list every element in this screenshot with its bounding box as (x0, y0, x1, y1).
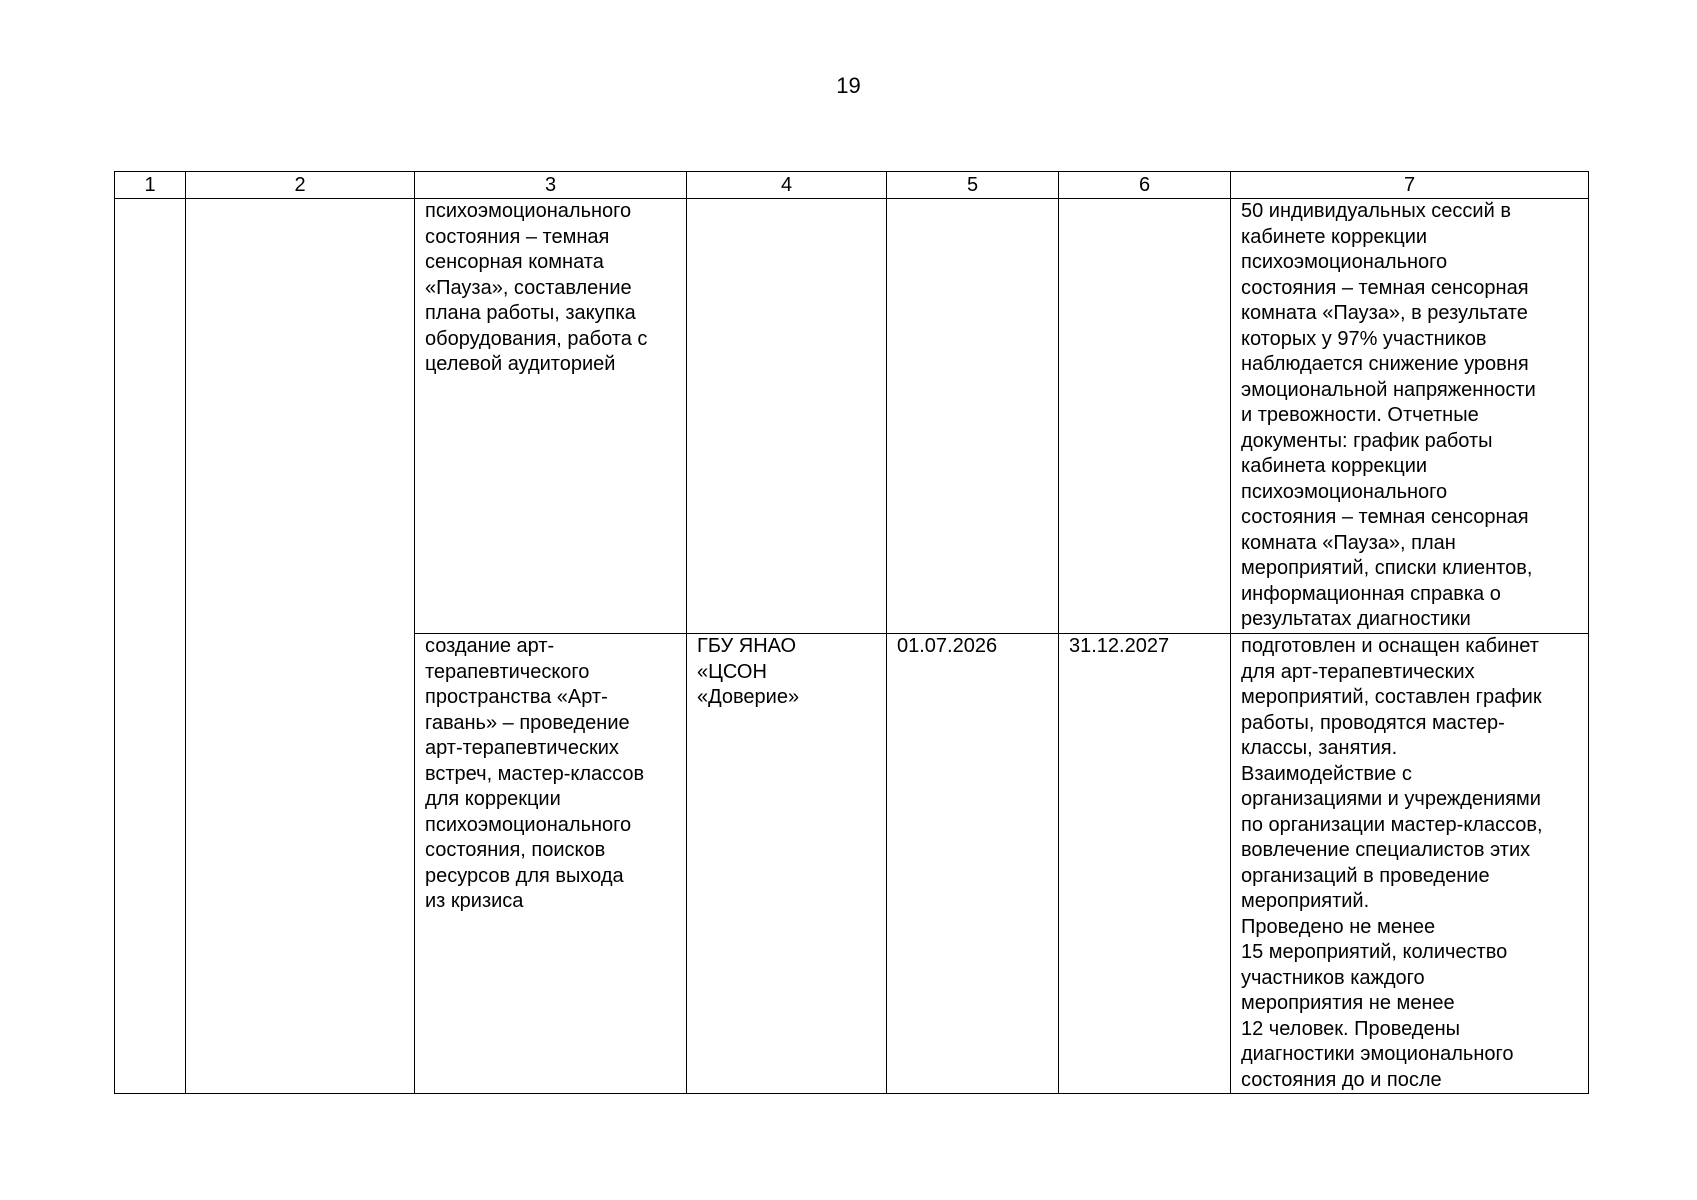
column-header-4: 4 (687, 172, 887, 199)
column-header-1: 1 (115, 172, 186, 199)
cell-executor (687, 634, 887, 1094)
cell-col2 (186, 199, 415, 1094)
column-header-2: 2 (186, 172, 415, 199)
cell-col1 (115, 199, 186, 1094)
start-date-text: 01.07.2026 (897, 635, 998, 657)
result-text: 50 индивидуальных сессий в кабинете коррекции психоэмоционального состояния – темная сенсорная комната «Пауза», в результате которых у 97% участников наблюдается снижение уровня эмоциональной напряженности и тревожности. Отчетные документы: график работы кабинета коррекции психоэмоционального состояния – темная сенсорная комната «Пауза», план мероприятий, списки клиентов, информационная справка о результатах диагностики (1241, 200, 1536, 630)
column-header-7: 7 (1231, 172, 1589, 199)
end-date-text: 31.12.2027 (1069, 635, 1170, 657)
column-header-5: 5 (887, 172, 1059, 199)
cell-end-date (1059, 199, 1231, 634)
activities-table (114, 171, 1589, 1094)
cell-result (1231, 199, 1589, 634)
cell-result (1231, 634, 1589, 1094)
column-header-3: 3 (415, 172, 687, 199)
cell-activity (415, 634, 687, 1094)
activity-text: психоэмоционального состояния – темная сенсорная комната «Пауза», составление плана работы, закупка оборудования, работа с целевой аудиторией (425, 200, 648, 375)
table-row (115, 199, 1589, 634)
cell-start-date (887, 634, 1059, 1094)
executor-text: ГБУ ЯНАО «ЦСОН «Доверие» (697, 635, 800, 708)
column-header-6: 6 (1059, 172, 1231, 199)
result-text: подготовлен и оснащен кабинет для арт-терапевтических мероприятий, составлен график работы, проводятся мастер- классы, занятия. Взаимодействие с организациями и учреждениями по организации мастер-классов, вовлечение специалистов этих организаций в проведение мероприятий. Проведено не менее 15 мероприятий, количество участников каждого мероприятия не менее 12 человек. Проведены диагностики эмоционального состояния до и после (1241, 635, 1543, 1091)
activity-text: создание арт- терапевтического пространства «Арт- гавань» – проведение арт-терапевтических встреч, мастер-классов для коррекции психоэмоционального состояния, поисков ресурсов для выхода из кризиса (425, 635, 645, 912)
column-number-row (115, 172, 1589, 199)
page-number: 19 (836, 73, 861, 98)
cell-activity (415, 199, 687, 634)
cell-executor (687, 199, 887, 634)
cell-start-date (887, 199, 1059, 634)
cell-end-date (1059, 634, 1231, 1094)
